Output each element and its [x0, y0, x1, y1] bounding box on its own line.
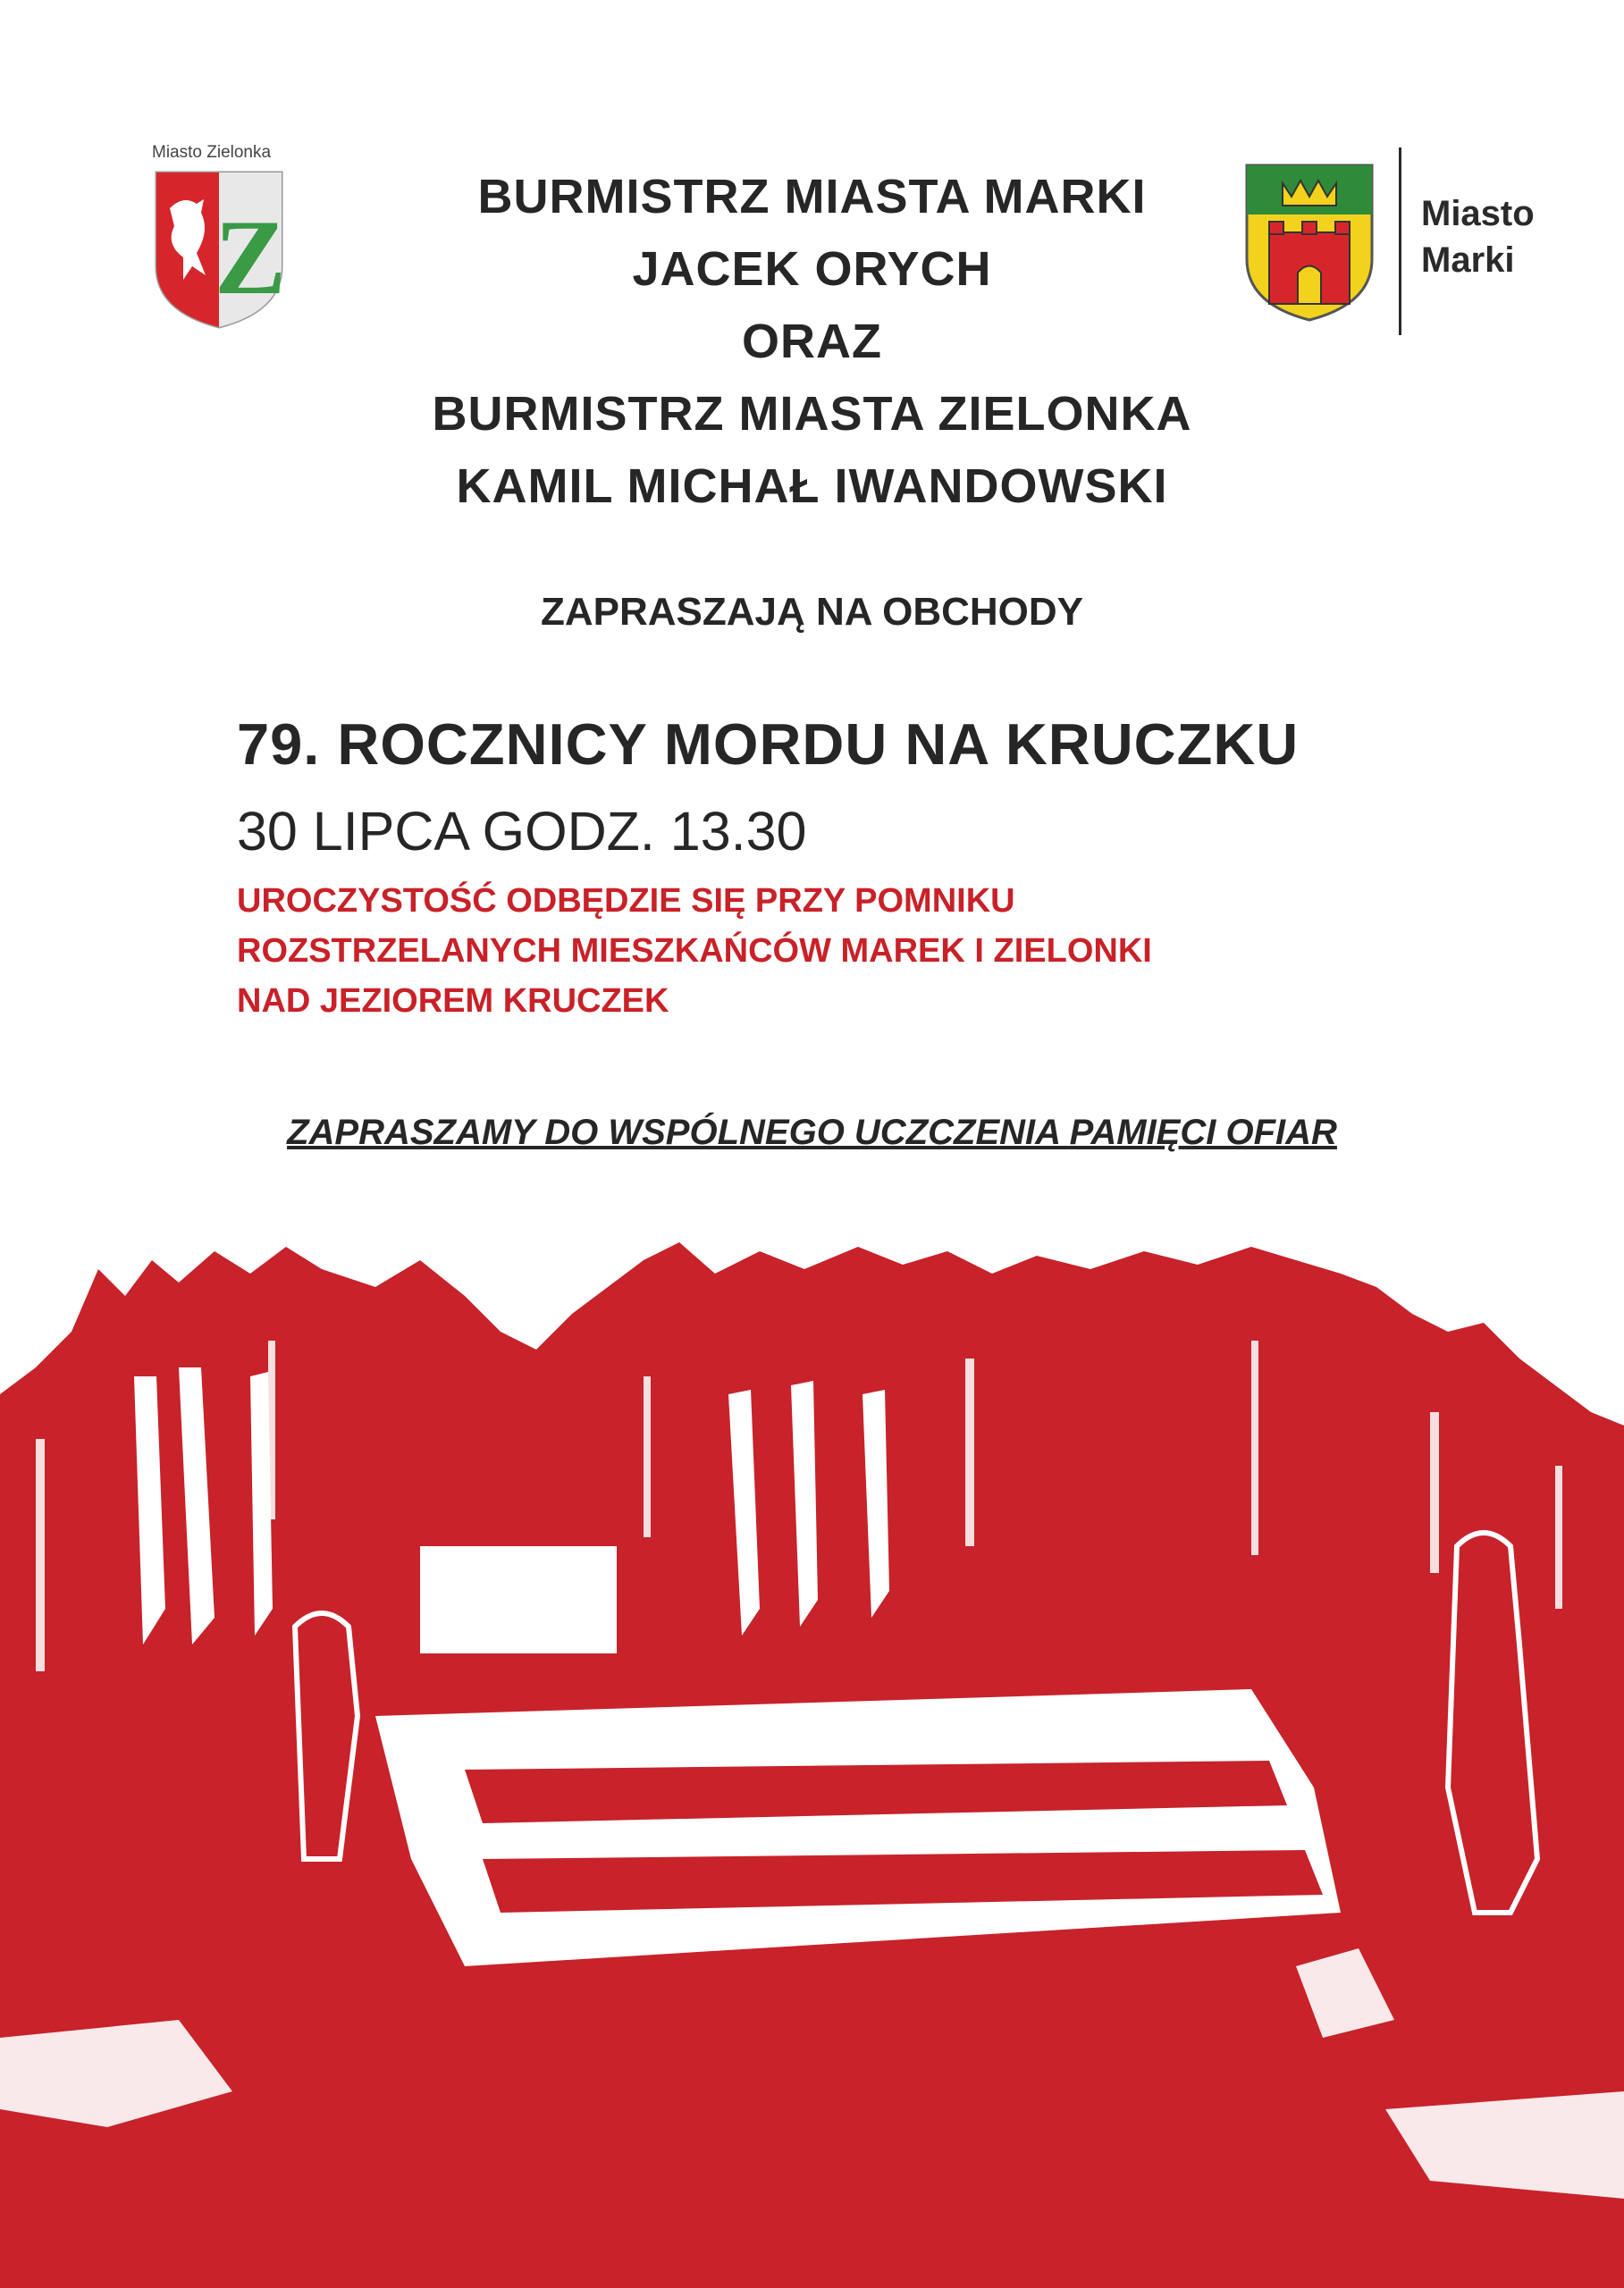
marki-logo-name-line2: Marki: [1421, 240, 1515, 280]
event-date: 30 LIPCA GODZ. 13.30: [237, 801, 807, 862]
header-line: BURMISTRZ MIASTA ZIELONKA: [432, 387, 1192, 441]
event-location: [237, 876, 1399, 1026]
marki-logo-name-line1: Miasto: [1421, 194, 1535, 233]
memorial-plaque: [420, 1546, 617, 1653]
location-line: NAD JEZIOREM KRUCZEK: [237, 982, 669, 1020]
location-line: ROZSTRZELANYCH MIESZKAŃCÓW MAREK I ZIELONKI: [237, 932, 1152, 970]
organizers-header: [0, 161, 1624, 523]
invite-line: ZAPRASZAJĄ NA OBCHODY: [540, 590, 1084, 634]
zielonka-logo-caption: Miasto Zielonka: [152, 143, 272, 162]
location-line: UROCZYSTOŚĆ ODBĘDZIE SIĘ PRZY POMNIKU: [237, 882, 1015, 920]
header-line: KAMIL MICHAŁ IWANDOWSKI: [456, 459, 1168, 513]
zielonka-logo-letter: Z: [214, 198, 286, 316]
event-title: 79. ROCZNICY MORDU NA KRUCZKU: [237, 711, 1300, 777]
header-line: BURMISTRZ MIASTA MARKI: [477, 170, 1147, 223]
memorial-scene-illustration: [0, 1233, 1624, 2288]
header-line: ORAZ: [742, 315, 882, 368]
header-line: JACEK ORYCH: [632, 242, 992, 296]
closing-invitation: ZAPRASZAMY DO WSPÓLNEGO UCZCZENIA PAMIĘCI OFIAR: [287, 1113, 1337, 1152]
